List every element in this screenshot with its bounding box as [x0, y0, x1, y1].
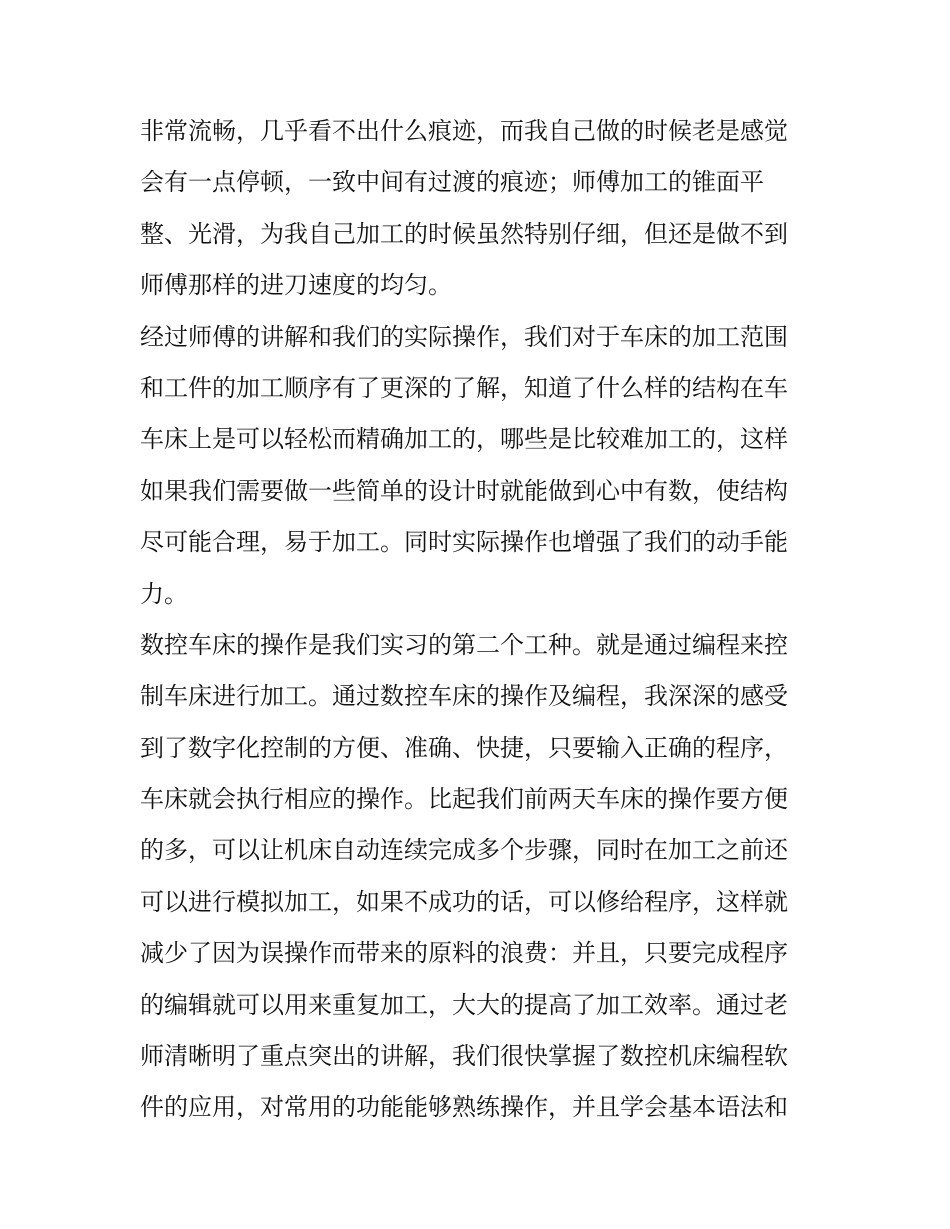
text-line: 尽可能合理，易于加工。同时实际操作也增强了我们的动手能	[140, 528, 788, 557]
text-line: 件的应用，对常用的功能能够熟练操作，并且学会基本语法和	[140, 1093, 788, 1122]
text-line: 如果我们需要做一些简单的设计时就能做到心中有数，使结构	[140, 476, 788, 505]
text-line: 车床就会执行相应的操作。比起我们前两天车床的操作要方便	[140, 785, 788, 814]
text-line: 经过师傅的讲解和我们的实际操作，我们对于车床的加工范围	[140, 322, 788, 351]
text-line: 师傅那样的进刀速度的均匀。	[140, 271, 452, 300]
text-line: 的编辑就可以用来重复加工，大大的提高了加工效率。通过老	[140, 990, 788, 1019]
text-line: 师清晰明了重点突出的讲解，我们很快掌握了数控机床编程软	[140, 1042, 788, 1071]
body-text	[140, 106, 820, 1134]
text-line: 的多，可以让机床自动连续完成多个步骤，同时在加工之前还	[140, 836, 788, 865]
text-line: 和工件的加工顺序有了更深的了解，知道了什么样的结构在车	[140, 373, 788, 402]
text-line: 数控车床的操作是我们实习的第二个工种。就是通过编程来控	[140, 630, 788, 659]
text-line: 制车床进行加工。通过数控车床的操作及编程，我深深的感受	[140, 682, 788, 711]
text-line: 减少了因为误操作而带来的原料的浪费：并且，只要完成程序	[140, 939, 788, 968]
text-line: 可以进行模拟加工，如果不成功的话，可以修给程序，这样就	[140, 887, 788, 916]
text-line: 会有一点停顿，一致中间有过渡的痕迹；师傅加工的锥面平	[140, 168, 764, 197]
text-line: 非常流畅，几乎看不出什么痕迹，而我自己做的时候老是感觉	[140, 117, 788, 145]
text-line: 到了数字化控制的方便、准确、快捷，只要输入正确的程序，	[140, 733, 788, 762]
text-line: 整、光滑，为我自己加工的时候虽然特别仔细，但还是做不到	[140, 219, 788, 248]
text-line: 力。	[140, 579, 188, 608]
text-line: 车床上是可以轻松而精确加工的，哪些是比较难加工的，这样	[140, 425, 788, 454]
